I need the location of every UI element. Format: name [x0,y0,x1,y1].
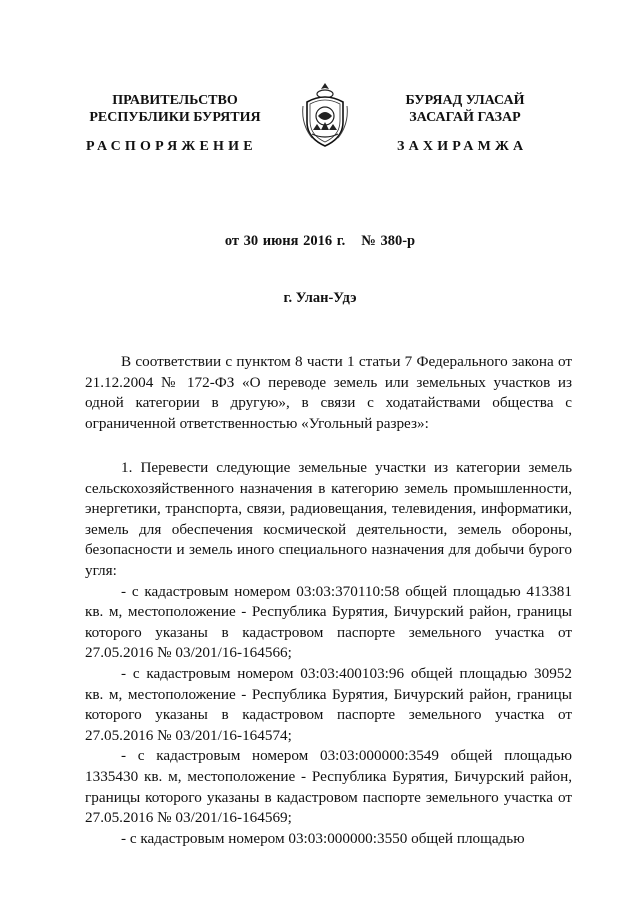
point1-paragraph: 1. Перевести следующие земельные участки из категории земель сельскохозяйственного назначения в категорию земель промышленности, энергетики, транспорта, связи, радиовещания, телевидения, информатики, земель для обеспечения космической деятельности, земель обороны, безопасности и земель иного специального назначения для добычи бурого угля: [85,459,572,579]
issuer-right-line1: БУРЯАД УЛАСАЙ [405,93,525,108]
issuer-left [60,92,290,126]
document-number: № 380-р [361,233,416,249]
land-plot-item: - с кадастровым номером 03:03:400103:96 общей площадью 30952 кв. м, местоположение - Республика Бурятия, Бичурский район, границы которого указаны в кадастровом паспорте земельного участка от 27.05.2016 № 03/201/16-164574; [85,664,572,744]
document-date-line [0,233,640,250]
document-kind-right: ЗАХИРАМЖА [397,139,528,154]
issuer-right [360,92,570,126]
point1-block [85,458,572,849]
issuer-right-line2: ЗАСАГАЙ ГАЗАР [409,110,521,125]
document-date: от 30 июня 2016 г. [224,233,346,249]
land-plot-item: - с кадастровым номером 03:03:370110:58 общей площадью 413381 кв. м, местоположение - Республика Бурятия, Бичурский район, границы которого указаны в кадастровом паспорте земельного участка от 27.05.2016 № 03/201/16-164566; [85,582,572,662]
issuer-left-line2: РЕСПУБЛИКИ БУРЯТИЯ [89,110,261,125]
land-plot-item: - с кадастровым номером 03:03:000000:3549 общей площадью 1335430 кв. м, местоположение - Республика Бурятия, Бичурский район, границы которого указаны в кадастровом паспорте земельного участка от 27.05.2016 № 03/201/16-164569; [85,747,572,827]
land-plot-item: - с кадастровым номером 03:03:000000:3550 общей площадью [121,829,525,847]
preamble-block [85,352,572,434]
preamble-paragraph: В соответствии с пунктом 8 части 1 статьи 7 Федерального закона от 21.12.2004 № 172-ФЗ «О переводе земель или земельных участков из одной категории в другую», в связи с ходатайствами общества с ограниченной ответственностью «Угольный разрез»: [85,353,572,432]
issuer-left-line1: ПРАВИТЕЛЬСТВО [112,93,238,108]
coat-of-arms-icon [300,80,350,150]
document-kind-left: РАСПОРЯЖЕНИЕ [86,139,257,154]
document-city: г. Улан-Удэ [283,290,357,306]
